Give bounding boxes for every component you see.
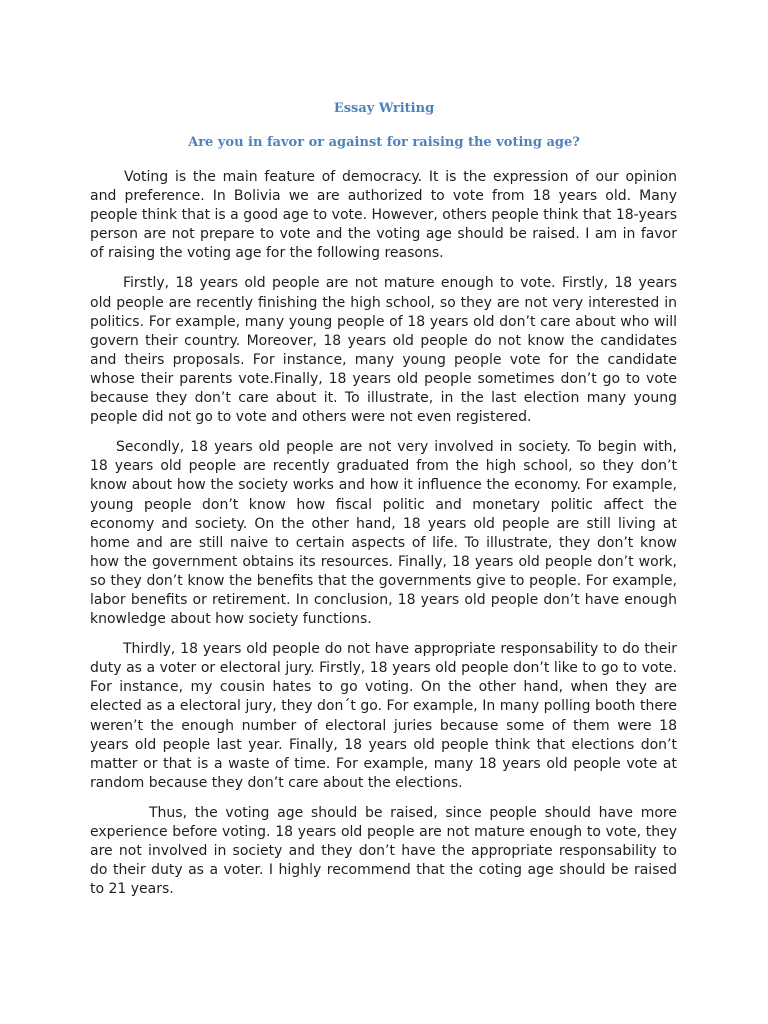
paragraph-introduction: Voting is the main feature of democracy. It is the expression of our opinion and preference. In Bolivia we are authorized to vote from 18 years old. Many people think that is a good age to vote. However, others people think that 18-years person are not prepare to vote and the voting age should be raised. I am in favor of raising the voting age for the following reasons. bbox=[90, 169, 677, 262]
essay-body bbox=[90, 168, 677, 910]
paragraph-conclusion: Thus, the voting age should be raised, since people should have more experience before voting. 18 years old people are not mature enough to vote, they are not involved in society and they don’t have the appropriate responsability to do their duty as a voter. I highly recommend that the coting age should be raised to 21 years. bbox=[90, 804, 677, 898]
paragraph-second-reason: Secondly, 18 years old people are not very involved in society. To begin with, 18 years old people are recently graduated from the high school, so they don’t know about how the society works and how it influence the economy. For example, young people don’t know how fiscal politic and monetary politic affect the economy and society. On the other hand, 18 years old people are still living at home and are still naive to certain aspects of life. To illustrate, they don’t know how the government obtains its resources. Finally, 18 years old people don’t work, so they don’t know the benefits that the governments give to people. For example, labor benefits or retirement. In conclusion, 18 years old people don’t have enough knowledge about how society functions. bbox=[90, 439, 677, 628]
essay-title: Essay Writing bbox=[333, 101, 435, 116]
essay-question: Are you in favor or against for raising the voting age? bbox=[188, 135, 580, 150]
paragraph-third-reason: Thirdly, 18 years old people do not have appropriate responsability to do their duty as a voter or electoral jury. Firstly, 18 years old people don’t like to go to vote. For instance, my cousin hates to go voting. On the other hand, when they are elected as a electoral jury, they don´t go. For example, In many polling booth there weren’t the enough number of electoral juries because some of them were 18 years old people last year. Finally, 18 years old people think that elections don’t matter or that is a waste of time. For example, many 18 years old people vote at random because they don’t care about the elections. bbox=[90, 641, 677, 791]
paragraph-first-reason: Firstly, 18 years old people are not mature enough to vote. Firstly, 18 years old people are recently finishing the high school, so they are not very interested in politics. For example, many young people of 18 years old don’t care about who will govern their country. Moreover, 18 years old people do not know the candidates and theirs proposals. For instance, many young people vote for the candidate whose their parents vote.Finally, 18 years old people sometimes don’t go to vote because they don’t care about it. To illustrate, in the last election many young people did not go to vote and others were not even registered. bbox=[90, 275, 677, 426]
